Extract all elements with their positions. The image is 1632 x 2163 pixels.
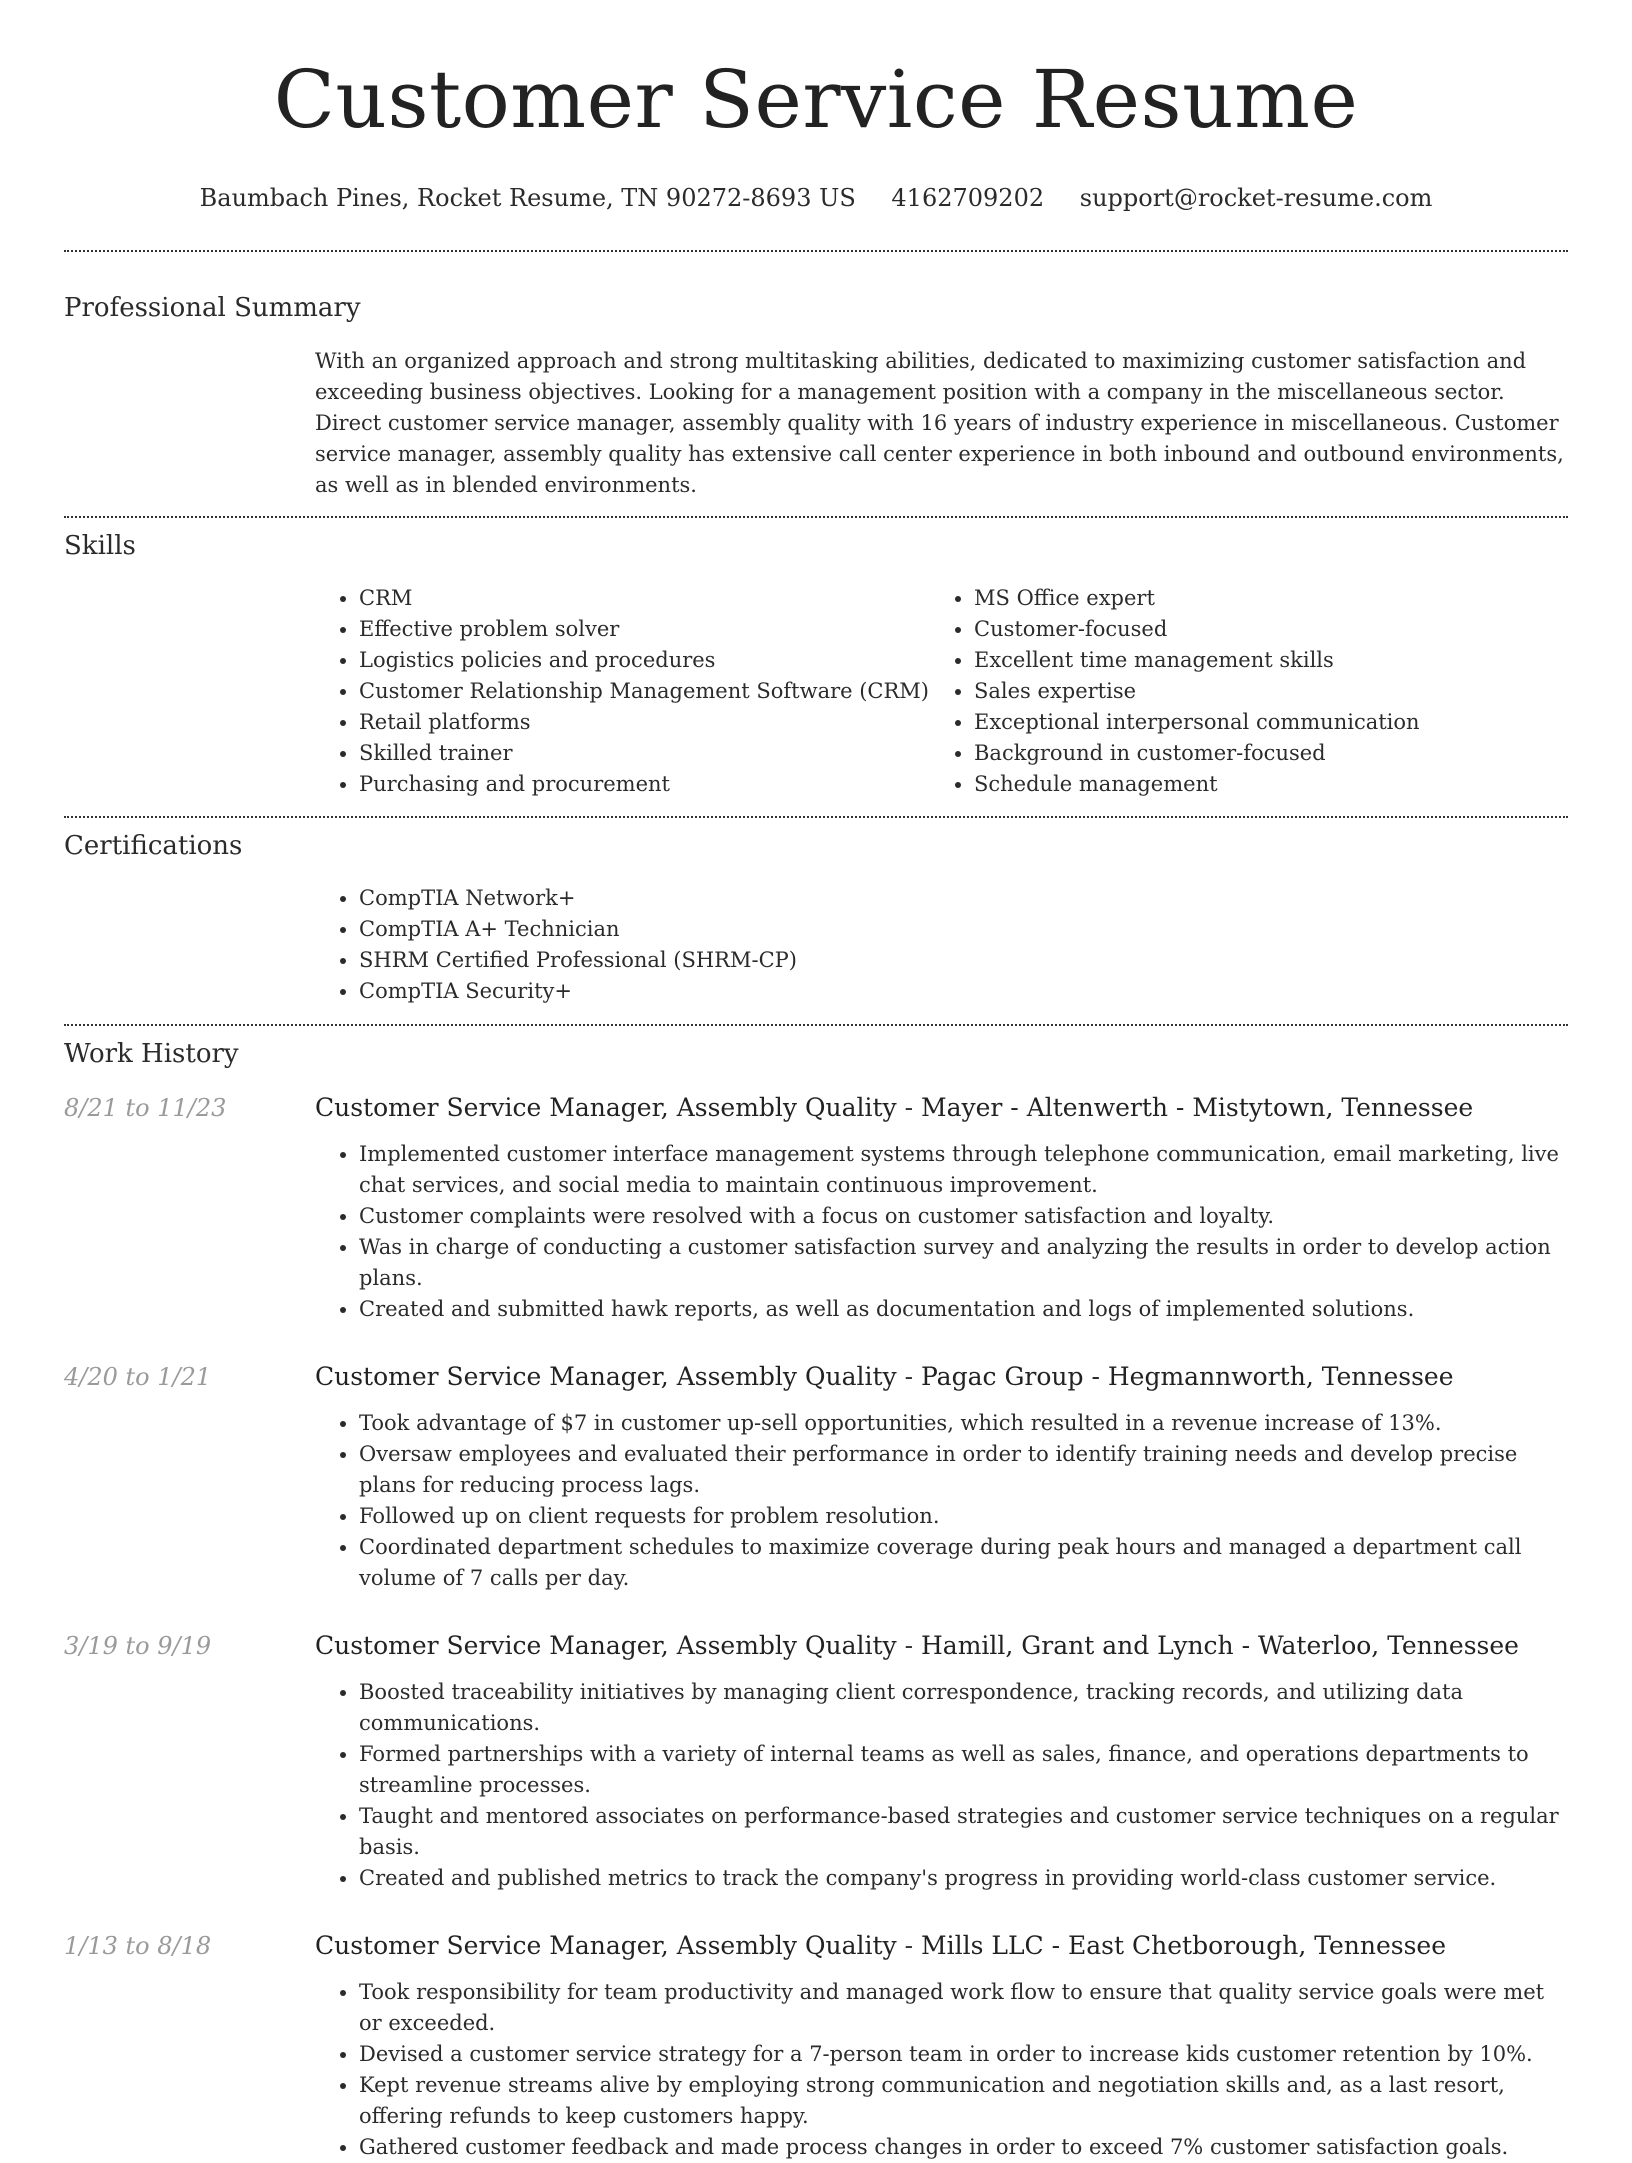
- job-company: Pagac Group - Hegmannworth, Tennessee: [920, 1362, 1454, 1391]
- job-bullets: [315, 1677, 1568, 1894]
- job-bullet: • Customer complaints were resolved with a focus on customer satisfaction and loyalty.: [359, 1201, 1568, 1232]
- job-company: Mayer - Altenwerth - Mistytown, Tennessee: [920, 1093, 1474, 1122]
- job-title: Customer Service Manager, Assembly Quality - Hamill, Grant and Lynch - Waterloo, Tennessee: [315, 1631, 1519, 1660]
- job-role: Customer Service Manager, Assembly Quality: [315, 1931, 897, 1960]
- job-dates: 1/13 to 8/18: [64, 1932, 212, 1960]
- skill-item: • Exceptional interpersonal communication: [974, 707, 1545, 738]
- skills-list-right: [930, 583, 1545, 800]
- skill-item: • Schedule management: [974, 769, 1545, 800]
- work-history-section: [64, 1037, 1568, 2163]
- skill-item: • CRM: [359, 583, 930, 614]
- skill-item: • Customer Relationship Management Software (CRM): [359, 676, 930, 707]
- contact-phone: 4162709202: [891, 184, 1045, 212]
- job-dates: 4/20 to 1/21: [64, 1363, 212, 1391]
- contact-email: support@rocket-resume.com: [1079, 184, 1433, 212]
- divider: [64, 516, 1568, 518]
- job-entry: [64, 1930, 1568, 2163]
- certification-item: • CompTIA Network+: [359, 883, 1568, 914]
- summary-text: With an organized approach and strong multitasking abilities, dedicated to maximizing customer satisfaction and exceeding business objectives. Looking for a management position with a company in the miscellaneous sector. Direct customer service manager, assembly quality with 16 years of industry experience in miscellaneous. Customer service manager, assembly quality has extensive call center experience in both inbound and outbound environments, as well as in blended environments.: [315, 349, 1564, 497]
- skill-item: • Skilled trainer: [359, 738, 930, 769]
- certification-item: • CompTIA Security+: [359, 976, 1568, 1007]
- skill-item: • Effective problem solver: [359, 614, 930, 645]
- job-bullets: [315, 1977, 1568, 2163]
- job-bullet: • Oversaw employees and evaluated their performance in order to identify training needs and develop precise plans for reducing process lags.: [359, 1439, 1568, 1501]
- job-dates: 8/21 to 11/23: [64, 1094, 227, 1122]
- skill-item: • MS Office expert: [974, 583, 1545, 614]
- skill-item: • Excellent time management skills: [974, 645, 1545, 676]
- certification-item: • SHRM Certified Professional (SHRM-CP): [359, 945, 1568, 976]
- skills-section: [64, 529, 1568, 800]
- skill-item: • Purchasing and procurement: [359, 769, 930, 800]
- resume-header: [64, 0, 1568, 214]
- divider: [64, 1024, 1568, 1026]
- job-company: Mills LLC - East Chetborough, Tennessee: [920, 1931, 1446, 1960]
- job-bullet: • Created and submitted hawk reports, as well as documentation and logs of implemented solutions.: [359, 1294, 1568, 1325]
- job-role: Customer Service Manager, Assembly Quality: [315, 1093, 897, 1122]
- skill-item: • Retail platforms: [359, 707, 930, 738]
- summary-heading: Professional Summary: [64, 293, 361, 323]
- job-bullet: • Coordinated department schedules to maximize coverage during peak hours and managed a department call volume of 7 calls per day.: [359, 1532, 1568, 1594]
- skills-list-left: [315, 583, 930, 800]
- job-bullet: • Boosted traceability initiatives by managing client correspondence, tracking records, and utilizing data communications.: [359, 1677, 1568, 1739]
- divider: [64, 816, 1568, 818]
- resume-page: [64, 0, 1568, 2163]
- job-company: Hamill, Grant and Lynch - Waterloo, Tennessee: [920, 1631, 1519, 1660]
- job-bullets: [315, 1139, 1568, 1325]
- job-entry: [64, 1361, 1568, 1594]
- skills-heading: Skills: [64, 531, 136, 561]
- job-bullet: • Followed up on client requests for problem resolution.: [359, 1501, 1568, 1532]
- job-bullet: • Created and published metrics to track the company's progress in providing world-class customer service.: [359, 1863, 1568, 1894]
- job-entry: [64, 1630, 1568, 1894]
- job-bullet: • Gathered customer feedback and made process changes in order to exceed 7% customer satisfaction goals.: [359, 2132, 1568, 2163]
- job-entry: [64, 1092, 1568, 1325]
- job-dates: 3/19 to 9/19: [64, 1632, 212, 1660]
- job-bullet: • Took responsibility for team productivity and managed work flow to ensure that quality service goals were met or exceeded.: [359, 1977, 1568, 2039]
- job-bullet: • Took advantage of $7 in customer up-sell opportunities, which resulted in a revenue increase of 13%.: [359, 1408, 1568, 1439]
- job-title: Customer Service Manager, Assembly Quality - Pagac Group - Hegmannworth, Tennessee: [315, 1362, 1454, 1391]
- job-bullet: • Implemented customer interface management systems through telephone communication, email marketing, live chat services, and social media to maintain continuous improvement.: [359, 1139, 1568, 1201]
- certifications-list: [315, 883, 1568, 1007]
- skills-grid: [315, 583, 1568, 800]
- job-bullet: • Formed partnerships with a variety of internal teams as well as sales, finance, and operations departments to streamline processes.: [359, 1739, 1568, 1801]
- job-bullet: • Kept revenue streams alive by employing strong communication and negotiation skills and, as a last resort, offering refunds to keep customers happy.: [359, 2070, 1568, 2132]
- work-history-heading: Work History: [64, 1039, 239, 1069]
- job-role: Customer Service Manager, Assembly Quality: [315, 1362, 897, 1391]
- job-bullet: • Taught and mentored associates on performance-based strategies and customer service techniques on a regular basis.: [359, 1801, 1568, 1863]
- job-title: Customer Service Manager, Assembly Quality - Mayer - Altenwerth - Mistytown, Tennessee: [315, 1093, 1474, 1122]
- certifications-heading: Certifications: [64, 831, 243, 861]
- job-bullets: [315, 1408, 1568, 1594]
- contact-address: Baumbach Pines, Rocket Resume, TN 90272-8693 US: [199, 184, 856, 212]
- skill-item: • Background in customer-focused: [974, 738, 1545, 769]
- contact-line: [64, 182, 1568, 214]
- job-bullet: • Was in charge of conducting a customer satisfaction survey and analyzing the results in order to develop action plans.: [359, 1232, 1568, 1294]
- summary-section: [64, 291, 1568, 501]
- job-title: Customer Service Manager, Assembly Quality - Mills LLC - East Chetborough, Tennessee: [315, 1931, 1446, 1960]
- certification-item: • CompTIA A+ Technician: [359, 914, 1568, 945]
- job-role: Customer Service Manager, Assembly Quality: [315, 1631, 897, 1660]
- skill-item: • Sales expertise: [974, 676, 1545, 707]
- candidate-name: Customer Service Resume: [273, 53, 1359, 146]
- divider: [64, 250, 1568, 252]
- job-bullet: • Devised a customer service strategy for a 7-person team in order to increase kids customer retention by 10%.: [359, 2039, 1568, 2070]
- skill-item: • Customer-focused: [974, 614, 1545, 645]
- certifications-section: [64, 829, 1568, 1007]
- skill-item: • Logistics policies and procedures: [359, 645, 930, 676]
